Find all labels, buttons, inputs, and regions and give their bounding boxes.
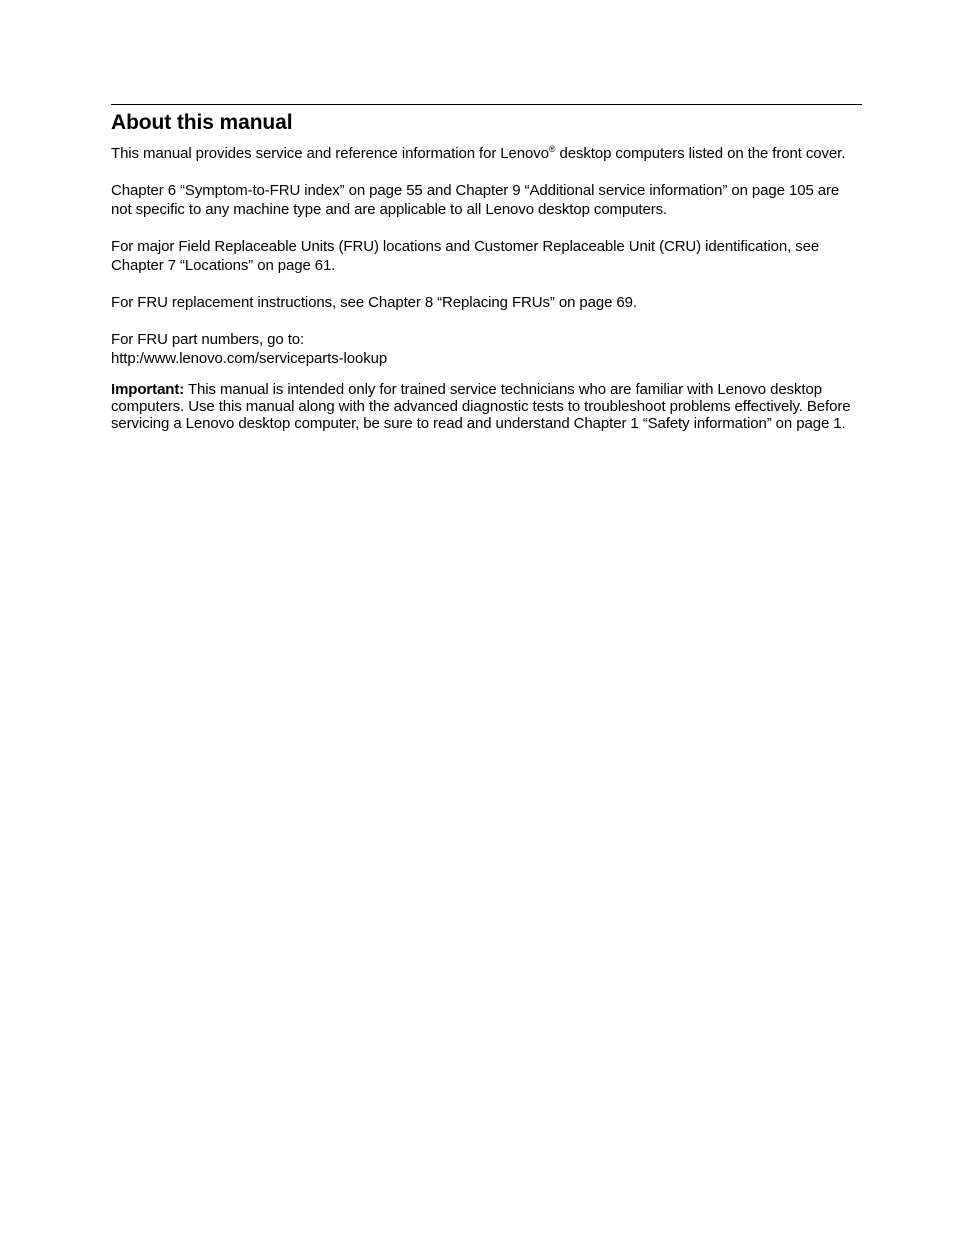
serviceparts-link[interactable]: http:/www.lenovo.com/serviceparts-lookup xyxy=(111,350,388,367)
important-text: This manual is intended only for trained service technicians who are familiar with Lenovo desktop computers. Use this manual along with the advanced diagnostic tests to troubleshoot problems effectively. Before servicing a Lenovo desktop computer, be sure to read and understand Chapter 1 “Safety information” on page 1. xyxy=(111,381,851,432)
intro-text-start: This manual provides service and reference information for Lenovo xyxy=(111,145,549,162)
section-title: About this manual xyxy=(111,111,293,134)
replacement-paragraph: For FRU replacement instructions, see Chapter 8 “Replacing FRUs” on page 69. xyxy=(111,294,637,311)
registered-mark: ® xyxy=(548,144,556,154)
header-rule xyxy=(111,104,862,105)
part-numbers-paragraph xyxy=(111,330,862,368)
intro-text-end: desktop computers listed on the front cover. xyxy=(555,145,846,162)
locations-paragraph: For major Field Replaceable Units (FRU) locations and Customer Replaceable Unit (CRU) identification, see Chapter 7 “Locations” on page 61. xyxy=(111,238,820,274)
important-notice xyxy=(111,381,862,432)
part-numbers-label: For FRU part numbers, go to: xyxy=(111,331,305,348)
manual-page xyxy=(111,104,862,432)
intro-paragraph xyxy=(111,144,862,163)
important-label: Important: xyxy=(111,381,185,398)
chapters-paragraph: Chapter 6 “Symptom-to-FRU index” on page 55 and Chapter 9 “Additional service information” on page 105 are not specific to any machine type and are applicable to all Lenovo desktop computers. xyxy=(111,182,840,218)
